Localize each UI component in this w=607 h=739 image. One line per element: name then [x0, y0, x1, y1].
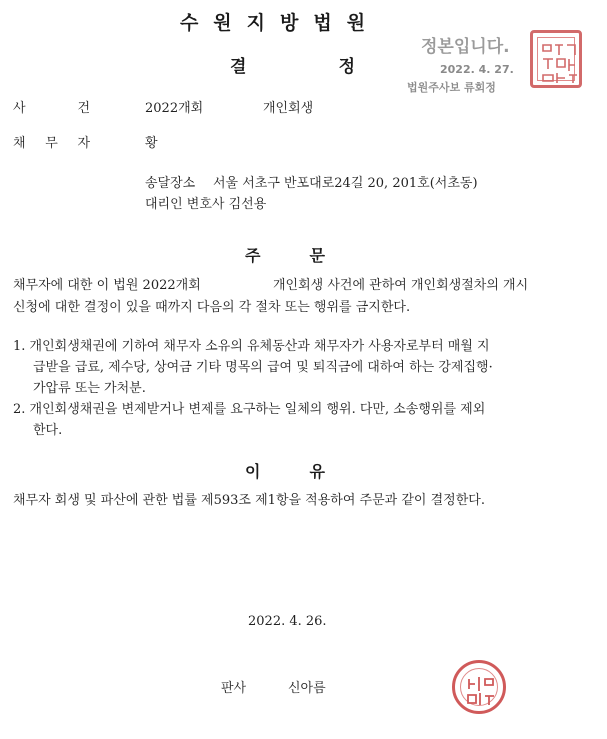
- case-type: 개인회생: [263, 101, 314, 116]
- debtor-label: [13, 132, 90, 151]
- judge-seal-icon: [452, 660, 506, 714]
- order-item-2-line-2: 한다.: [33, 423, 63, 438]
- court-name: 수원지방법원: [179, 12, 381, 34]
- case-label-char-2: 건: [77, 101, 90, 116]
- debtor-name: 황: [145, 136, 158, 151]
- case-label-char-1: 사: [13, 101, 26, 116]
- order-item-1-line-1: 1. 개인회생채권에 기하여 채무자 소유의 유체동산과 채무자가 사용자로부터 매월 지: [13, 339, 490, 354]
- order-heading-char-1: 주: [245, 246, 261, 265]
- document-title-char-2: 정: [338, 57, 355, 77]
- order-item-1-line-3: 가압류 또는 가처분.: [33, 381, 146, 396]
- debtor-label-char-3: 자: [77, 136, 90, 151]
- case-label: [13, 97, 90, 116]
- order-heading-char-2: 문: [309, 246, 325, 265]
- legal-agent: 대리인 변호사 김선용: [145, 197, 267, 212]
- document-title-char-1: 결: [230, 57, 247, 77]
- debtor-label-char-2: 무: [45, 136, 58, 151]
- order-intro-line-1: 채무자에 대한 이 법원 2022개회: [13, 278, 201, 293]
- order-intro-line-2: 신청에 대한 결정이 있을 때까지 다음의 각 절차 또는 행위를 금지한다.: [13, 300, 411, 315]
- certified-copy-stamp: 정본입니다.: [421, 37, 510, 57]
- reason-text: 채무자 회생 및 파산에 관한 법률 제593조 제1항을 적용하여 주문과 같이 결정한다.: [13, 493, 485, 508]
- certification-officer: 법원주사보 류회정: [407, 81, 496, 94]
- certification-date: 2022. 4. 27.: [440, 63, 514, 76]
- reason-heading: [245, 459, 325, 482]
- court-seal-icon: [530, 30, 582, 88]
- case-number: 2022개회: [145, 101, 204, 116]
- order-item-2-line-1: 2. 개인회생채권을 변제받거나 변제를 요구하는 일체의 행위. 다만, 소송행위를 제외: [13, 402, 486, 417]
- order-intro-line-1-rest: 개인회생 사건에 관하여 개인회생절차의 개시: [273, 278, 529, 293]
- judge-title: 판사: [221, 681, 247, 696]
- order-heading: [245, 243, 325, 266]
- reason-heading-char-1: 이: [245, 462, 261, 481]
- judge-name: 신아름: [288, 681, 326, 696]
- document-title: [230, 52, 355, 77]
- debtor-label-char-1: 채: [13, 136, 26, 151]
- order-item-1-line-2: 급받을 급료, 제수당, 상여금 기타 명목의 급여 및 퇴직금에 대하여 하는 강제집행·: [33, 360, 493, 375]
- service-address-label: 송달장소: [145, 176, 196, 191]
- reason-heading-char-2: 유: [309, 462, 325, 481]
- decision-date: 2022. 4. 26.: [248, 614, 327, 629]
- service-address: 서울 서초구 반포대로24길 20, 201호(서초동): [213, 176, 478, 191]
